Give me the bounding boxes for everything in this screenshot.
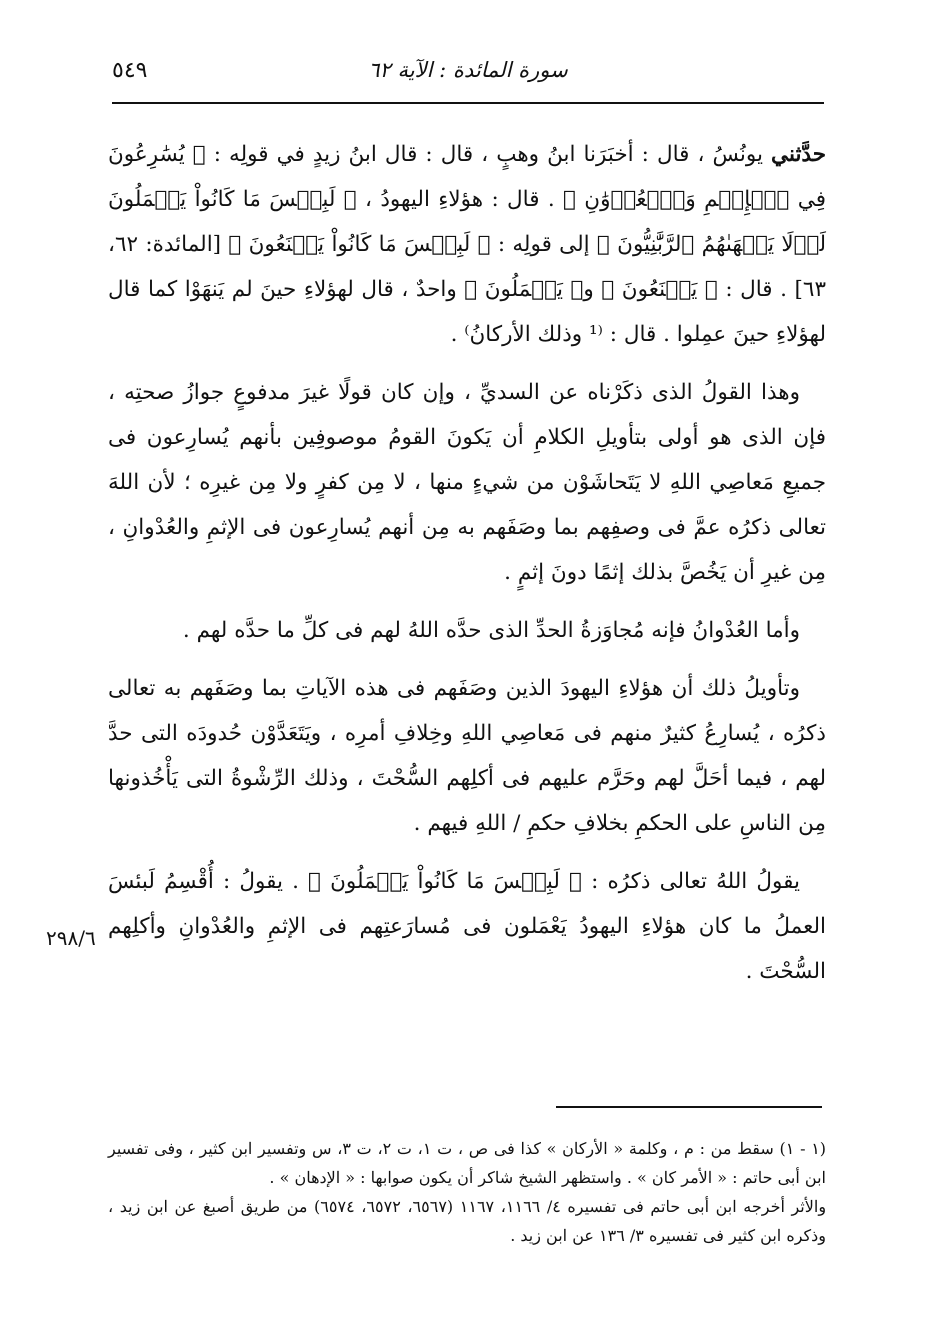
footnote: (١ - ١) سقط من : م ، وكلمة « الأركان » كذا فى ص ، ت ١، ت ٢، ت ٣، س وتفسير ابن كثير ، وفى تفسير ابن أبى حاتم : « الأمر كان » . واستظهر الشيخ شاكر أن يكون صوابها : « الإدهان » . xyxy=(108,1139,827,1187)
paragraph-commentary xyxy=(108,608,826,653)
paragraph-lead-word: حدَّثني xyxy=(771,142,826,167)
header-divider xyxy=(112,102,824,104)
paragraph-commentary xyxy=(108,666,826,846)
surah-header-title: سورة المائدة : الآية ٦٢ xyxy=(368,58,568,82)
footnotes xyxy=(108,1134,826,1250)
paragraph-text: يقولُ اللهُ تعالى ذكرُه : ﴿ لَبِئۡسَ مَا كَانُواْ يَعۡمَلُونَ ﴾ . يقولُ : أُقْسِمُ لَبئسَ العملُ ما كان هؤلاءِ اليهودُ يَعْمَلون فى مُسارَعتِهم فى الإثمِ والعُدْوانِ وأكلِهم السُّحْتَ . xyxy=(108,869,826,984)
paragraph-hadith-narration xyxy=(108,132,826,357)
page-number: ٥٤٩ xyxy=(112,58,148,83)
paragraph-text: يونُسُ ، قال : أخبَرَنا ابنُ وهبٍ ، قال : قال ابنُ زيدٍ في قولِه : ﴿ يُسَٰرِعُونَ فِي ٱلۡإِثۡمِ وَٱلۡعُدۡوَٰنِ ﴾ . قال : هؤلاءِ اليهودُ ، ﴿ لَبِئۡسَ مَا كَانُواْ يَعۡمَلُونَ لَوۡلَا يَنۡهَىٰهُمُ ٱلرَّبَّٰنِيُّونَ ﴾ إلى قولِه : ﴿ لَبِئۡسَ مَا كَانُواْ يَصۡنَعُونَ ﴾ [المائدة: ٦٢، ٦٣] . قال : ﴿ يَصۡنَعُونَ ﴾ و﴿ يَعۡمَلُونَ ﴾ واحدٌ ، قال لهؤلاءِ حينَ لم يَنهَوْا كما قال لهؤلاءِ حينَ عمِلوا . قال : ⁽¹ وذلك الأركانُ⁾ . xyxy=(108,142,826,347)
paragraph-commentary xyxy=(108,370,826,595)
footnote: والأثر أخرجه ابن أبى حاتم فى تفسيره ٤/ ١١٦٦، ١١٦٧ (٦٥٦٧، ٦٥٧٢، ٦٥٧٤) من طريق أصبغ عن ابن زيد ، وذكره ابن كثير فى تفسيره ٣/ ١٣٦ عن ابن زيد . xyxy=(108,1197,827,1245)
main-text xyxy=(108,132,826,1007)
running-header xyxy=(112,58,824,98)
paragraph-text: وهذا القولُ الذى ذكَرْناه عن السديِّ ، وإن كان قولًا غيرَ مدفوعٍ جوازُ صحتِه ، فإن الذى هو أولى بتأويلِ الكلامِ أن يَكونَ القومُ موصوفِين بأنهم يُسارِعون فى جميعِ مَعاصِي اللهِ لا يَتَحاشَوْن من شيءٍ منها ، لا مِن كفرٍ ولا مِن غيرِه ؛ لأن اللهَ تعالى ذكرُه عمَّ فى وصفِهم بما وصَفَهم به مِن أنهم يُسارِعون فى الإثمِ والعُدْوانِ ، مِن غيرِ أن يَخُصَّ بذلك إثمًا دونَ إثمٍ . xyxy=(108,380,826,585)
footnote-divider xyxy=(556,1106,822,1108)
paragraph-commentary xyxy=(108,859,826,994)
paragraph-text: وأما العُدْوانُ فإنه مُجاوَزةُ الحدِّ الذى حدَّه اللهُ لهم فى كلِّ ما حدَّه لهم . xyxy=(182,618,800,643)
paragraph-text: وتأويلُ ذلك أن هؤلاءِ اليهودَ الذين وصَفَهم فى هذه الآياتِ بما وصَفَهم به تعالى ذكرُه ، يُسارِعُ كثيرٌ منهم فى مَعاصِي اللهِ وخِلافِ أمرِه ، ويَتَعَدَّوْن حُدودَه التى حدَّ لهم ، فيما أحَلَّ لهم وحَرَّم عليهم فى أكلِهم السُّحْتَ ، وذلك الرِّشْوةُ التى يَأْخُذونها مِن الناسِ على الحكمِ بخلافِ حكمِ / اللهِ فيهم . xyxy=(108,676,826,836)
margin-page-reference: ٢٩٨/٦ xyxy=(46,926,96,950)
